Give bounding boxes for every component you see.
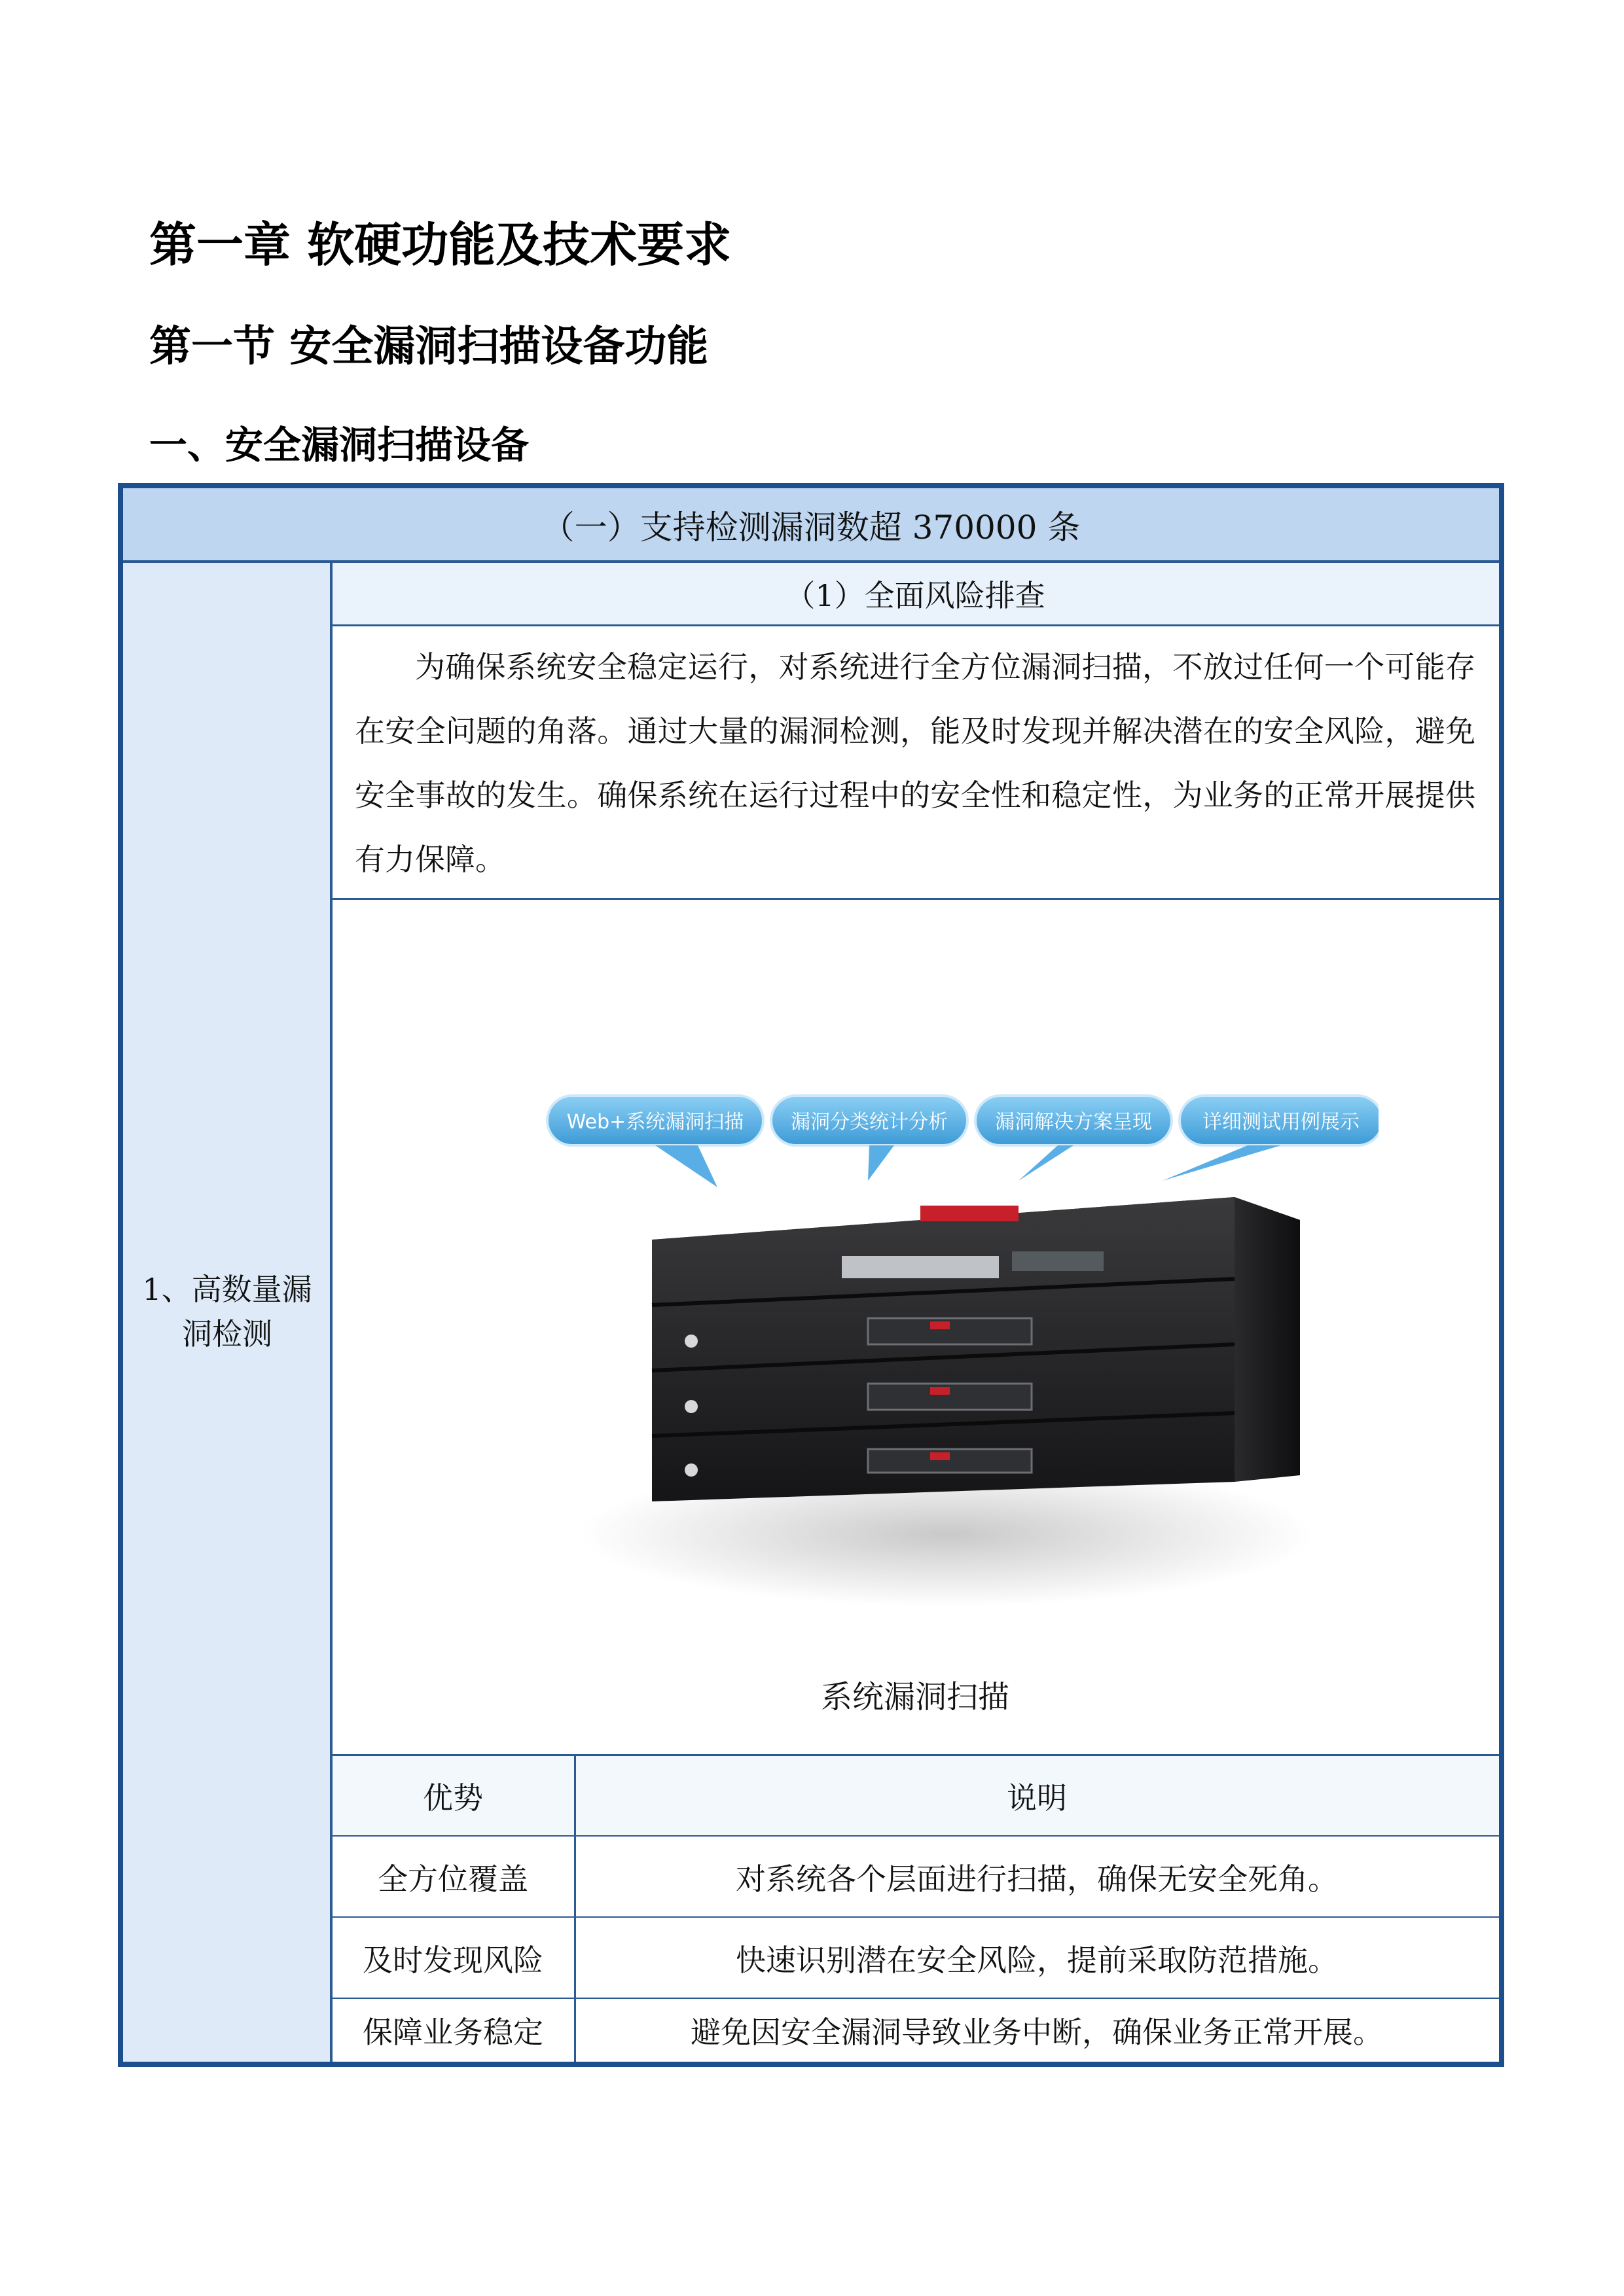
status-led <box>930 1387 950 1395</box>
grid-line <box>331 1998 1499 1999</box>
tag-pointer <box>655 1145 717 1187</box>
scanner-device-illustration <box>501 1083 1379 1645</box>
grid-line <box>331 1916 1499 1918</box>
description-text: 为确保系统安全稳定运行，对系统进行全方位漏洞扫描，不放过任何一个可能存在安全问题的角落。通过大量的漏洞检测，能及时发现并解决潜在的安全风险，避免安全事故的发生。确保系统在运行过程中的安全性和稳定性，为业务的正常开展提供有力保障。 <box>355 649 1475 877</box>
section-title: 第一节 安全漏洞扫描设备功能 <box>149 323 709 371</box>
port-panel <box>842 1256 999 1278</box>
description-cell <box>331 626 1499 899</box>
power-button <box>685 1400 698 1413</box>
table-cell-explanation: 避免因安全漏洞导致业务中断，确保业务正常开展。 <box>691 2015 1383 2050</box>
grid-line <box>331 624 1499 626</box>
table-header-explanation: 说明 <box>575 1755 1499 1837</box>
tag-label: 漏洞解决方案呈现 <box>995 1111 1152 1134</box>
grid-line <box>331 1835 1499 1837</box>
tag-pointer <box>868 1145 894 1181</box>
tag-pointer <box>1163 1145 1281 1181</box>
image-caption: 系统漏洞扫描 <box>820 1679 1009 1715</box>
feature-tags <box>547 1096 1379 1187</box>
top-led-strip <box>920 1206 1019 1221</box>
tag-label: 漏洞分类统计分析 <box>791 1111 948 1134</box>
status-led <box>930 1321 950 1329</box>
feature-table <box>118 483 1504 2067</box>
chapter-title: 第一章 软硬功能及技术要求 <box>149 217 732 272</box>
table-cell-explanation: 快速识别潜在安全风险，提前采取防范措施。 <box>736 1943 1338 1978</box>
tag-label: Web+系统漏洞扫描 <box>566 1111 744 1134</box>
subsection-title: 一、安全漏洞扫描设备 <box>149 423 530 467</box>
power-button <box>685 1335 698 1348</box>
grid-line <box>331 898 1499 900</box>
table-cell-explanation: 对系统各个层面进行扫描，确保无安全死角。 <box>736 1861 1338 1897</box>
table-cell-advantage: 保障业务稳定 <box>363 2015 543 2050</box>
grid-line <box>331 1754 1499 1756</box>
row-label: 1、高数量漏洞检测 <box>123 562 331 2062</box>
device-side <box>1235 1197 1300 1482</box>
sub-title: （1）全面风险排查 <box>331 562 1499 626</box>
status-led <box>930 1452 950 1460</box>
grid-line <box>574 1755 576 2062</box>
table-cell-advantage: 及时发现风险 <box>363 1943 543 1978</box>
table-cell-advantage: 全方位覆盖 <box>378 1861 528 1897</box>
grid-line <box>330 562 333 2062</box>
port-panel <box>1012 1251 1104 1271</box>
server-stack <box>652 1197 1300 1501</box>
power-button <box>685 1463 698 1477</box>
tag-pointer <box>1019 1145 1074 1181</box>
table-title: （一）支持检测漏洞数超 370000 条 <box>123 488 1499 562</box>
table-header-advantage: 优势 <box>331 1755 575 1837</box>
tag-label: 详细测试用例展示 <box>1202 1111 1360 1134</box>
image-cell <box>331 899 1499 1755</box>
